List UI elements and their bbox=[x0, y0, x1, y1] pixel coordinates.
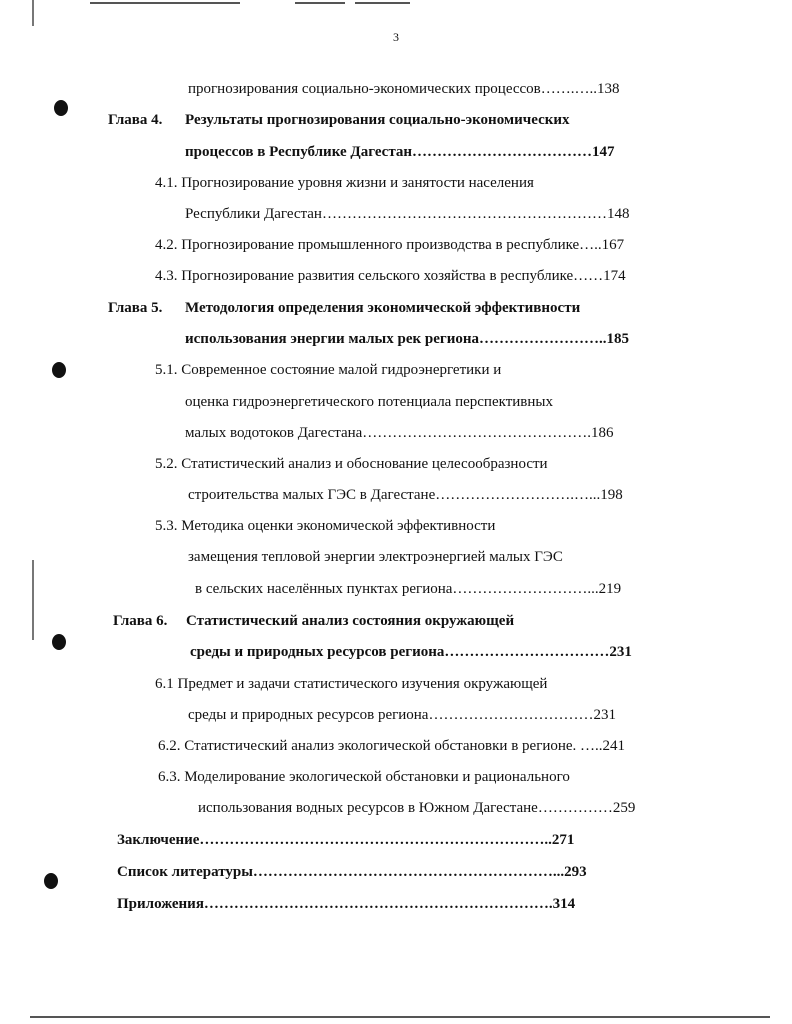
section-5-2-cont: строительства малых ГЭС в Дагестане……………………….…...198 bbox=[188, 487, 623, 503]
toc-conclusion: Заключение……………………………………………………………..271 bbox=[117, 832, 575, 848]
section-5-1: 5.1. Современное состояние малой гидроэнергетики и bbox=[155, 362, 502, 378]
section-5-1-cont: малых водотоков Дагестана……………………………………….186 bbox=[185, 425, 614, 441]
binder-hole bbox=[44, 873, 58, 889]
chapter6-title-cont: среды и природных ресурсов региона……………………………231 bbox=[190, 644, 632, 660]
chapter4-title: Результаты прогнозирования социально-экономических bbox=[185, 112, 570, 128]
toc-continuation: прогнозирования социально-экономических процессов…….…..138 bbox=[188, 81, 620, 97]
section-6-1-cont: среды и природных ресурсов региона……………………………231 bbox=[188, 707, 616, 723]
section-5-3: 5.3. Методика оценки экономической эффективности bbox=[155, 518, 496, 534]
section-5-2: 5.2. Статистический анализ и обоснование целесообразности bbox=[155, 456, 548, 472]
section-5-1-cont: оценка гидроэнергетического потенциала перспективных bbox=[185, 394, 553, 410]
chapter5-title: Методология определения экономической эффективности bbox=[185, 300, 581, 316]
section-6-1: 6.1 Предмет и задачи статистического изучения окружающей bbox=[155, 676, 548, 692]
section-6-3: 6.3. Моделирование экологической обстановки и рационального bbox=[158, 769, 570, 785]
scan-edge-top bbox=[355, 2, 410, 4]
toc-appendices: Приложения…………………………………………………………….314 bbox=[117, 896, 576, 912]
page-number: 3 bbox=[393, 30, 399, 44]
section-6-2: 6.2. Статистический анализ экологической обстановки в регионе. …..241 bbox=[158, 738, 626, 754]
section-4-2: 4.2. Прогнозирование промышленного производства в республике…..167 bbox=[155, 237, 625, 253]
chapter4-title-cont: процессов в Республике Дагестан………………………………147 bbox=[185, 144, 615, 160]
section-4-3: 4.3. Прогнозирование развития сельского хозяйства в республике……174 bbox=[155, 268, 626, 284]
binder-hole bbox=[54, 100, 68, 116]
scan-edge-top bbox=[90, 2, 240, 4]
scan-edge-top bbox=[295, 2, 345, 4]
toc-references: Список литературы……………………………………………………...293 bbox=[117, 864, 587, 880]
binder-hole bbox=[52, 634, 66, 650]
chapter5-title-cont: использования энергии малых рек региона……………………..185 bbox=[185, 331, 629, 347]
section-4-1: 4.1. Прогнозирование уровня жизни и занятости населения bbox=[155, 175, 534, 191]
section-5-3-cont: в сельских населённых пунктах региона………………………...219 bbox=[195, 581, 622, 597]
chapter4-label: Глава 4. bbox=[108, 112, 163, 128]
scan-edge-left bbox=[32, 560, 34, 640]
chapter6-label: Глава 6. bbox=[113, 613, 168, 629]
section-6-3-cont: использования водных ресурсов в Южном Дагестане……………259 bbox=[198, 800, 636, 816]
scan-edge-bottom bbox=[30, 1016, 770, 1018]
chapter5-label: Глава 5. bbox=[108, 300, 163, 316]
chapter6-title: Статистический анализ состояния окружающей bbox=[186, 613, 515, 629]
scan-edge-left bbox=[32, 0, 34, 26]
section-4-1-cont: Республики Дагестан…………………………………………………148 bbox=[185, 206, 630, 222]
section-5-3-cont: замещения тепловой энергии электроэнергией малых ГЭС bbox=[188, 549, 563, 565]
binder-hole bbox=[52, 362, 66, 378]
